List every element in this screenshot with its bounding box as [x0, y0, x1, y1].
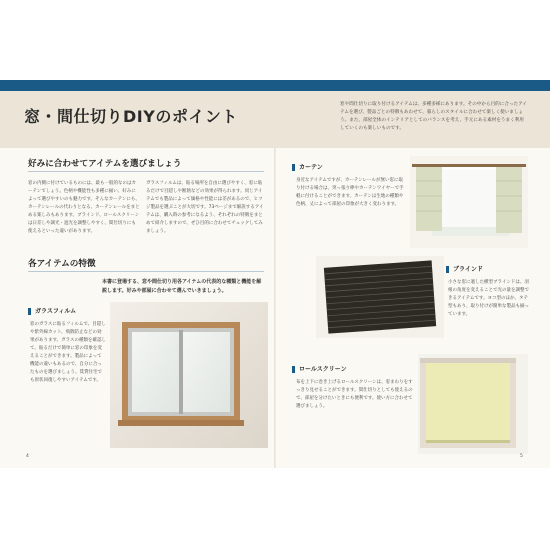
page-number-left: 4: [26, 454, 29, 459]
page-title: 窓・間仕切りDIYのポイント: [24, 107, 238, 126]
section-rule: [28, 271, 264, 272]
glass-film-photo: [110, 302, 268, 448]
book-gutter: [274, 148, 276, 468]
item-label-curtain: カーテン: [292, 164, 323, 171]
roll-screen-photo: [418, 354, 528, 454]
section-heading-features: 各アイテムの特徴: [28, 259, 96, 269]
glass-film-text: 窓のガラスに貼るフィルムで、目隠しや紫外線カット、飛散防止などの効果があります。ガラスの種類を確認して、貼るだけで簡単に窓の印象を変えることができます。製品によって機能の違いもあるので、自分に合ったものを選びましょう。賃貸住宅でも原状回復しやすいアイテムです。: [30, 322, 107, 383]
blind-photo: [316, 256, 444, 338]
blind-text: 小さな窓に適した横型ブラインドは、羽根の角度を変えることで光の量を調整できるアイテムです。ヨコ型のほか、タテ型もあり、取り付けが簡単な製品も揃っています。: [448, 280, 529, 317]
curtain-text: 身近なアイテムですが、カーテンレールが無い窓に取り付ける場合は、突っ張り棒やカーテンワイヤーで手軽に付けることができます。カーテンは生地の種類や色柄、丈によって部屋の印象が大きく変わります。: [296, 178, 404, 207]
top-color-band: [0, 80, 550, 91]
item-label-glass-film: ガラスフィルム: [28, 308, 76, 315]
page-number-right: 5: [520, 454, 523, 459]
intro-text: 窓や間仕切りに取り付けるアイテムは、多種多様にあります。その中から目的に合ったアイテムを選び、製品ごとの特徴もあわせて、暮らしのスタイルに合わせて楽しく使いましょう。また、部屋全体のインテリアとしてのバランスを考え、手元にある素材をうまく利用していくのも楽しいものです。: [340, 102, 527, 131]
section-heading-choose: 好みに合わせてアイテムを選びましょう: [28, 159, 182, 169]
section-rule: [28, 171, 264, 172]
item-label-blind: ブラインド: [446, 266, 483, 273]
body-column-2: ガラスフィルムは、貼る場所を自由に選びやすく、窓に貼るだけで目隠しや断熱などの効果が得られます。同じアイテムでも製品によって価格や性能には差があるので、ヒツジ製品を選ぶことが大切です。73ページまで解説するアイテムは、購入時の参考になるよう、それぞれの特徴をまとめて紹介しますので、ぜひ目的に合わせてチェックしてみましょう。: [146, 181, 264, 234]
roll-screen-text: 布を上下に巻き上げるロールスクリーンは、窓まわりをすっきり見せることができます。間仕切りとしても使えるので、部屋を分けたいときにも便利です。使い方に合わせて選びましょう。: [296, 380, 413, 409]
item-label-roll-screen: ロールスクリーン: [292, 366, 347, 373]
body-column-1: 窓の内側に付けているものには、最も一般的なのはカーテンでしょう。色柄や機能性も多種に揃い、好みによって選びやすいのも魅力です。そんなカーテンにも、カーテンレールの代わりとなる、カーテンレールをまとめる楽しみもあります。ブラインド、ロールスクリーンは日差しや調光・遮光を調整しやすく、間仕切りにも使えるといった違いがあります。: [28, 181, 140, 234]
curtain-photo: [410, 156, 528, 248]
features-lead: 本書に登場する、窓や間仕切り用各アイテムの代表的な種類と機能を解説します。好みや部屋に合わせて選んでいきましょう。: [102, 279, 262, 294]
